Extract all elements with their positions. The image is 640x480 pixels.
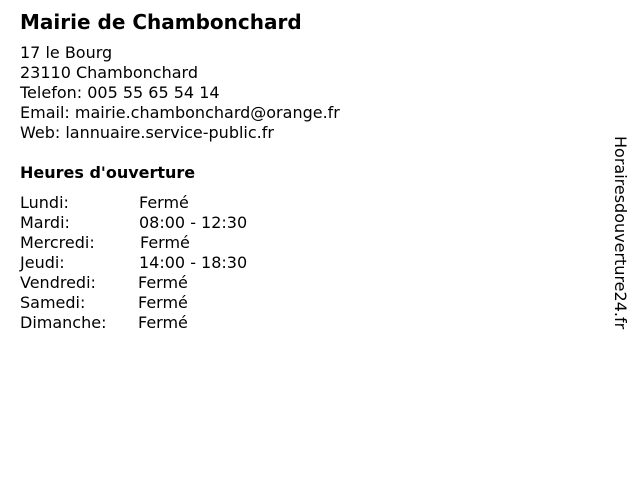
day-hours: Fermé bbox=[138, 313, 188, 332]
day-label: Samedi: bbox=[20, 293, 86, 312]
day-label: Dimanche: bbox=[20, 313, 107, 332]
phone-number: Telefon: 005 55 65 54 14 bbox=[20, 83, 220, 102]
street-address: 17 le Bourg bbox=[20, 43, 113, 62]
day-hours: Fermé bbox=[140, 233, 190, 252]
day-label: Vendredi: bbox=[20, 273, 96, 292]
address-block bbox=[20, 43, 340, 143]
day-hours: Fermé bbox=[139, 193, 189, 212]
day-label: Jeudi: bbox=[20, 253, 65, 272]
email-address: Email: mairie.chambonchard@orange.fr bbox=[20, 103, 340, 122]
day-hours: 14:00 - 18:30 bbox=[139, 253, 248, 272]
website: Web: lannuaire.service-public.fr bbox=[20, 123, 274, 142]
day-hours: Fermé bbox=[138, 293, 188, 312]
day-hours: Fermé bbox=[138, 273, 188, 292]
day-label: Mardi: bbox=[20, 213, 70, 232]
watermark-text: Horairesdouverture24.fr bbox=[611, 136, 630, 330]
day-hours: 08:00 - 12:30 bbox=[139, 213, 248, 232]
city-postcode: 23110 Chambonchard bbox=[20, 63, 198, 82]
site-watermark bbox=[610, 136, 630, 370]
page-title: Mairie de Chambonchard bbox=[20, 10, 302, 34]
hours-heading: Heures d'ouverture bbox=[20, 163, 196, 182]
day-label: Mercredi: bbox=[20, 233, 95, 252]
day-label: Lundi: bbox=[20, 193, 69, 212]
